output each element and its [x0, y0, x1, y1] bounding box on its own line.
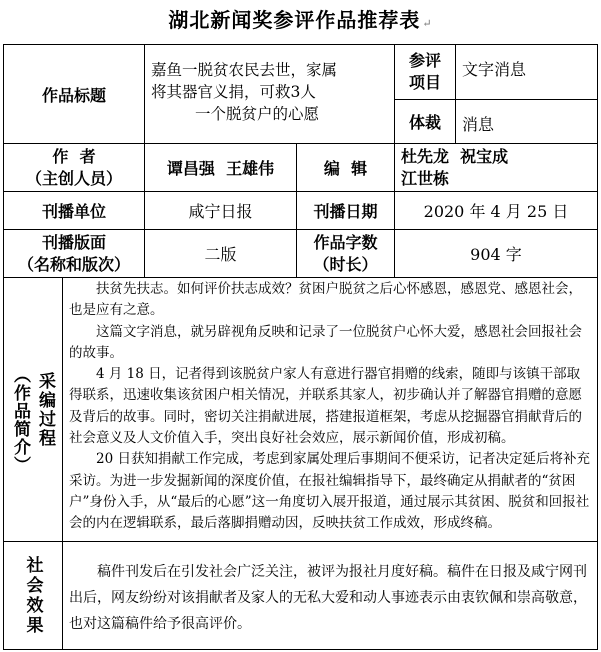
- work-title-value-cell: [144, 44, 395, 144]
- editor-value: 江世栋: [401, 169, 450, 188]
- entry-item-value: 文字消息: [462, 60, 527, 79]
- effect-label: 社会效果: [22, 555, 43, 636]
- document-title-text: 湖北新闻奖参评作品推荐表: [168, 8, 421, 32]
- genre-label: 体裁: [408, 113, 441, 132]
- work-title-label-cell: [3, 44, 145, 144]
- publisher-label-cell: [3, 191, 145, 230]
- publisher-value-cell: [144, 191, 297, 230]
- date-label: 刊播日期: [313, 202, 378, 221]
- entry-item-label-cell: [394, 44, 456, 100]
- work-title-line: 嘉鱼一脱贫农民去世，家属: [151, 61, 338, 79]
- wordcount-label-sub: （时长）: [313, 254, 378, 274]
- edition-value: 二版: [204, 245, 237, 264]
- genre-value: 消息: [462, 115, 495, 134]
- author-label: 作 者: [52, 146, 96, 166]
- wordcount-label: 作品字数: [313, 232, 378, 252]
- publisher-value: 咸宁日报: [188, 202, 253, 221]
- publisher-label: 刊播单位: [41, 202, 106, 221]
- edition-label-sub: （名称和版次）: [17, 254, 130, 274]
- genre-label-cell: [394, 99, 456, 144]
- work-title-subtitle: 一个脱贫户的心愿: [195, 105, 320, 123]
- process-paragraph: 扶贫先扶志。如何评价扶志成效？贫困户脱贫之后心怀感恩，感恩党、感恩社会，也是应有之意。: [69, 281, 582, 319]
- wordcount-value-cell: [394, 229, 598, 278]
- editor-label: 编 辑: [323, 159, 368, 178]
- process-label: 采编过程: [35, 371, 55, 448]
- date-value-cell: [394, 191, 598, 230]
- entry-item-value-cell: [455, 44, 598, 100]
- entry-item-label: 参评: [408, 51, 441, 70]
- effect-paragraph: 稿件刊发后在引发社会广泛关注，被评为报社月度好稿。稿件在日报及咸宁网刊出后，网友纷纷对该捐献者及家人的无私大爱和动人事迹表示由衷钦佩和崇高敬意，也对这篇稿件给予很高评价。: [69, 564, 587, 632]
- document-title: [0, 4, 601, 33]
- author-value: 谭昌强 王雄伟: [166, 159, 275, 178]
- edition-label-cell: [3, 229, 145, 278]
- editor-label-cell: [296, 143, 395, 192]
- process-paragraph: 20 日获知捐献工作完成，考虑到家属处理后事期间不便采访，记者决定延后将补充采访。为进一步发掘新闻的深度价值，在报社编辑指导下，最终确定从捐献者的“贫困户”身份入手，从“最后的心愿”这一角度切入展开报道，通过展示其贫困、脱贫和回报社会的内在逻辑联系，最后落脚捐赠动因，反映扶贫工作成效，形成终稿。: [69, 451, 590, 532]
- wordcount-label-cell: [296, 229, 395, 278]
- author-value-cell: [144, 143, 297, 192]
- process-label-sub: （作品简介）: [10, 365, 30, 474]
- paragraph-mark-icon: ↵: [422, 17, 433, 30]
- recommendation-table: [3, 44, 598, 650]
- edition-value-cell: [144, 229, 297, 278]
- effect-label-cell: [3, 541, 63, 650]
- author-label-sub: （主创人员）: [25, 168, 122, 188]
- process-paragraph: 这篇文字消息，就另辟视角反映和记录了一位脱贫户心怀大爱，感恩社会回报社会的故事。: [69, 323, 582, 361]
- wordcount-value: 904 字: [470, 245, 522, 264]
- process-text-cell: [62, 277, 598, 542]
- genre-value-cell: [455, 99, 598, 144]
- process-paragraph: 4 月 18 日，记者得到该脱贫户家人有意进行器官捐赠的线索，随即与该镇干部取得联系，迅速收集该贫困户相关情况，并联系其家人，初步确认并了解器官捐赠的意愿及背后的故事。同时，密切关注捐献进展，搭建报道框架，考虑从挖掘器官捐献背后的社会意义及人文价值入手，突出良好社会效应，展示新闻价值，形成初稿。: [69, 366, 582, 447]
- date-label-cell: [296, 191, 395, 230]
- entry-item-label: 项目: [408, 73, 441, 92]
- editor-value-cell: [394, 143, 598, 192]
- edition-label: 刊播版面: [41, 232, 106, 252]
- editor-value: 杜先龙 祝宝成: [401, 147, 509, 166]
- author-label-cell: [3, 143, 145, 192]
- effect-text-cell: [62, 541, 598, 650]
- work-title-line: 将其器官义捐，可救3人: [151, 83, 316, 101]
- process-label-cell: [3, 277, 63, 542]
- work-title-label: 作品标题: [41, 85, 106, 105]
- date-value: 2020 年 4 月 25 日: [423, 202, 569, 221]
